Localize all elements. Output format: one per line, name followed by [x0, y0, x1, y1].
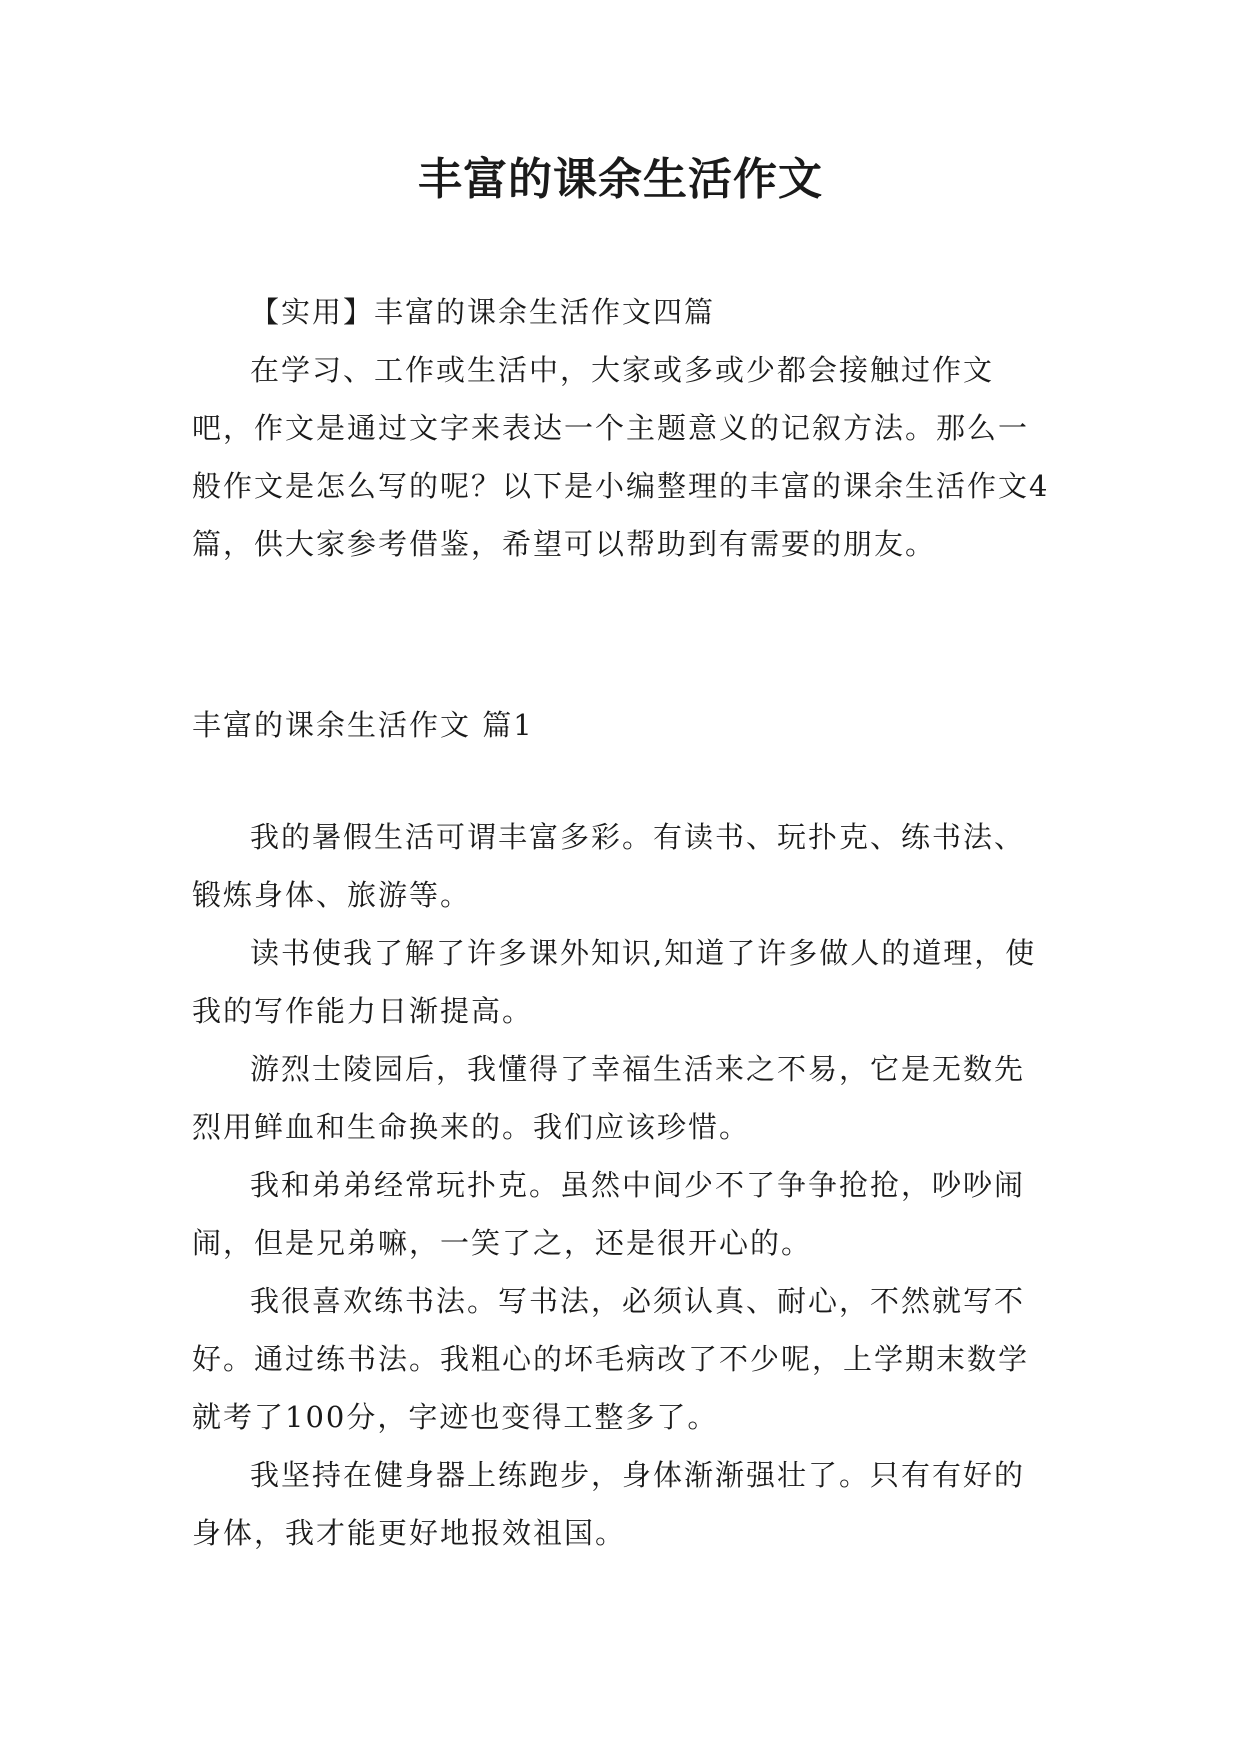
intro-paragraph: 在学习、工作或生活中，大家或多或少都会接触过作文吧，作文是通过文字来表达一个主题意义的记叙方法。那么一般作文是怎么写的呢？以下是小编整理的丰富的课余生活作文4篇，供大家参考借鉴，希望可以帮助到有需要的朋友。	[192, 353, 1050, 561]
section-heading: 丰富的课余生活作文 篇1	[192, 708, 534, 742]
intro-block	[192, 283, 1052, 573]
essay-body	[192, 808, 1052, 1562]
essay-paragraph: 读书使我了解了许多课外知识,知道了许多做人的道理，使我的写作能力日渐提高。	[192, 936, 1037, 1028]
essay-paragraph: 游烈士陵园后，我懂得了幸福生活来之不易，它是无数先烈用鲜血和生命换来的。我们应该珍惜。	[192, 1052, 1026, 1144]
essay-paragraph: 我和弟弟经常玩扑克。虽然中间少不了争争抢抢，吵吵闹闹，但是兄弟嘛，一笑了之，还是很开心的。	[192, 1168, 1026, 1260]
essay-paragraph: 我的暑假生活可谓丰富多彩。有读书、玩扑克、练书法、锻炼身体、旅游等。	[192, 820, 1026, 912]
essay-paragraph: 我坚持在健身器上练跑步，身体渐渐强壮了。只有有好的身体，我才能更好地报效祖国。	[192, 1458, 1026, 1550]
essay-paragraph: 我很喜欢练书法。写书法，必须认真、耐心，不然就写不好。通过练书法。我粗心的坏毛病改了不少呢，上学期末数学就考了100分，字迹也变得工整多了。	[192, 1284, 1030, 1434]
intro-lead: 【实用】丰富的课余生活作文四篇	[250, 295, 716, 329]
document-title: 丰富的课余生活作文	[418, 154, 823, 205]
